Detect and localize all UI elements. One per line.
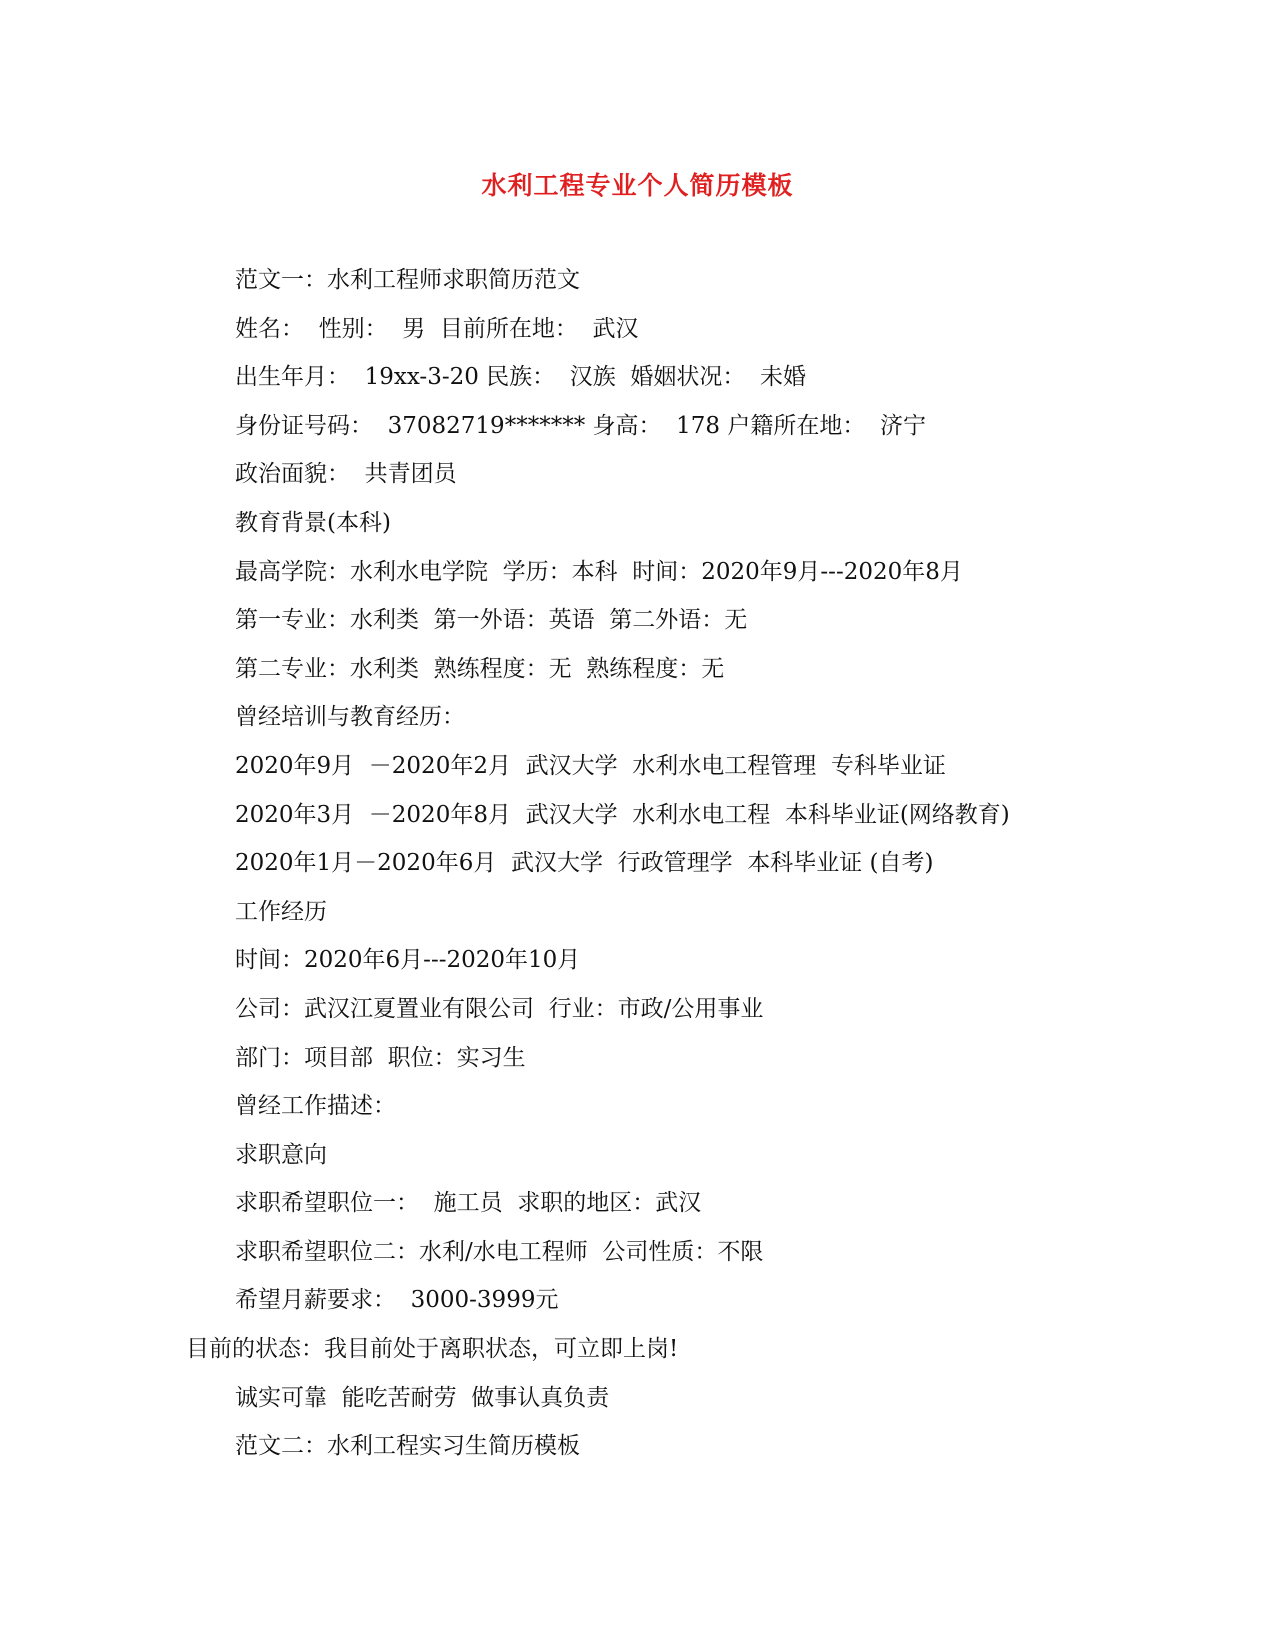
intent-line: 求职希望职位一： 施工员 求职的地区：武汉 [235, 1190, 702, 1217]
work-line: 时间：2020年6月---2020年10月 [235, 947, 581, 974]
personal-info-line: 身份证号码： 37082719******* 身高： 178 户籍所在地： 济宁 [235, 412, 926, 439]
section-heading-training: 曾经培训与教育经历： [235, 704, 465, 731]
education-line: 第一专业：水利类 第一外语：英语 第二外语：无 [235, 607, 748, 634]
section-heading-intent: 求职意向 [235, 1141, 327, 1168]
work-line: 曾经工作描述： [235, 1093, 396, 1120]
section-heading-sample-two: 范文二：水利工程实习生简历模板 [235, 1433, 580, 1460]
self-evaluation-line: 诚实可靠 能吃苦耐劳 做事认真负责 [235, 1384, 610, 1411]
intent-line: 求职希望职位二：水利/水电工程师 公司性质：不限 [235, 1238, 764, 1265]
section-heading-sample-one: 范文一：水利工程师求职简历范文 [235, 267, 580, 293]
personal-info-line: 政治面貌： 共青团员 [235, 461, 457, 488]
section-heading-education: 教育背景(本科) [235, 509, 391, 536]
document-body [0, 256, 1275, 1471]
education-line: 最高学院：水利水电学院 学历：本科 时间：2020年9月---2020年8月 [235, 558, 963, 585]
intent-line: 希望月薪要求： 3000-3999元 [235, 1287, 559, 1314]
training-line: 2020年1月－2020年6月 武汉大学 行政管理学 本科毕业证 (自考) [235, 850, 934, 877]
education-line: 第二专业：水利类 熟练程度：无 熟练程度：无 [235, 655, 725, 682]
work-line: 公司：武汉江夏置业有限公司 行业：市政/公用事业 [235, 995, 764, 1022]
personal-info-line: 出生年月： 19xx-3-20 民族： 汉族 婚姻状况： 未婚 [235, 364, 807, 391]
training-line: 2020年9月 －2020年2月 武汉大学 水利水电工程管理 专科毕业证 [235, 752, 946, 779]
status-line: 目前的状态：我目前处于离职状态，可立即上岗! [186, 1336, 679, 1363]
section-heading-work: 工作经历 [235, 898, 327, 925]
document-title: 水利工程专业个人简历模板 [481, 171, 794, 200]
work-line: 部门：项目部 职位：实习生 [235, 1044, 526, 1071]
personal-info-line: 姓名： 性别： 男 目前所在地： 武汉 [235, 315, 639, 342]
training-line: 2020年3月 －2020年8月 武汉大学 水利水电工程 本科毕业证(网络教育) [235, 801, 1010, 828]
